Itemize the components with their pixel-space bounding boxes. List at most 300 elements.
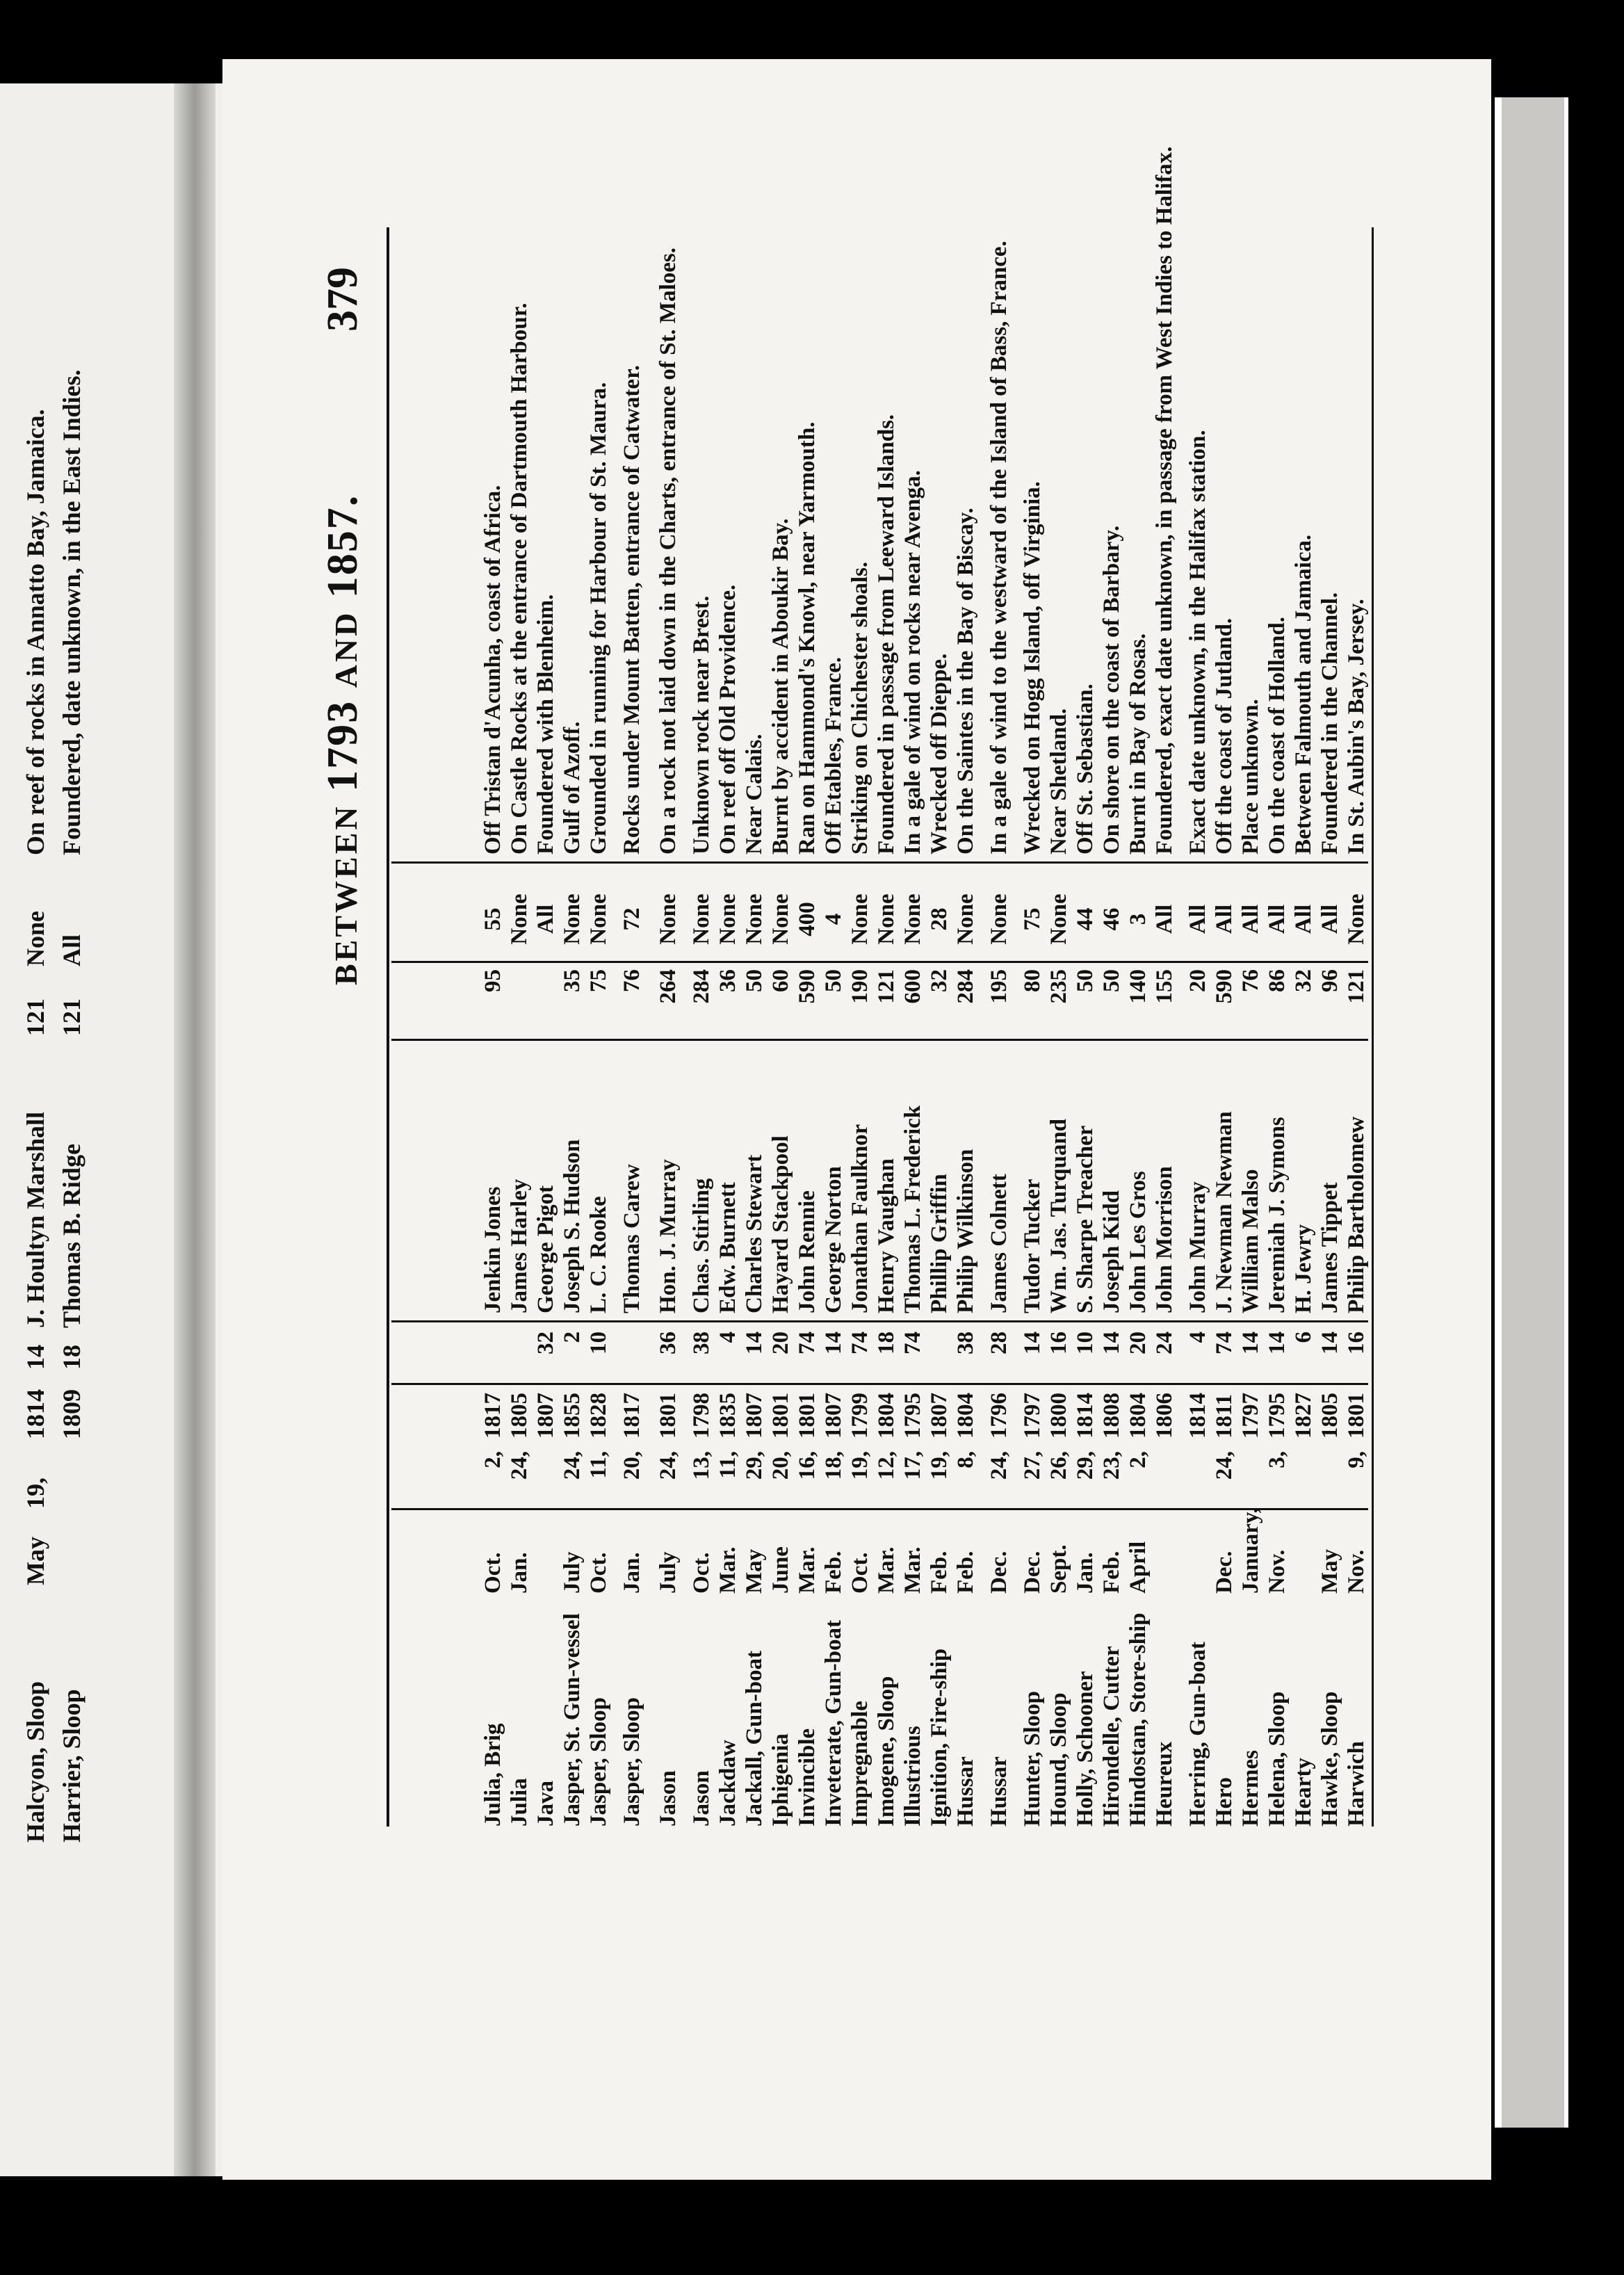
loss-day: 20,: [619, 1451, 644, 1480]
gun-count: 14: [1238, 1331, 1263, 1354]
ship-name: Hound, Sloop: [1046, 1692, 1071, 1827]
lives-lost: None: [586, 893, 611, 945]
commander-name: Jenkin Jones: [480, 1186, 505, 1313]
fate-description: Striking on Chichester shoals.: [847, 561, 872, 855]
loss-month: Mar.: [900, 1546, 925, 1594]
fate-description: On Castle Rocks at the entrance of Dartmouth Harbour.: [507, 302, 532, 855]
fate-description: Burnt in Bay of Rosas.: [1126, 633, 1151, 855]
loss-year: 1804: [953, 1393, 978, 1439]
page-edge: [1495, 97, 1568, 2128]
ship-name: Jasper, Sloop: [586, 1697, 611, 1827]
crew-count: 140: [1126, 969, 1151, 1004]
crew-count: 590: [795, 969, 820, 1004]
previous-page-rows: [0, 369, 132, 2037]
gun-count: 14: [1265, 1331, 1290, 1354]
lives-lost: None: [689, 893, 714, 945]
loss-day: 8,: [953, 1451, 978, 1468]
commander-name: John Rennie: [795, 1190, 820, 1313]
commander-name: Chas. Stirling: [689, 1178, 714, 1313]
ship-name: Hero: [1212, 1777, 1237, 1827]
fate-description: Gulf of Azoff.: [560, 721, 585, 855]
crew-count: 190: [847, 969, 872, 1004]
gun-count: 18: [58, 1345, 86, 1370]
gun-count: 2: [560, 1331, 585, 1343]
loss-month: Feb.: [927, 1551, 952, 1594]
table-bottom-rule: [1372, 227, 1374, 1827]
commander-name: Joseph Kidd: [1099, 1190, 1124, 1313]
ship-name: Julia: [507, 1778, 532, 1827]
gun-count: 16: [1344, 1331, 1369, 1354]
loss-month: July: [560, 1551, 585, 1594]
crew-count: 121: [22, 998, 49, 1036]
crew-count: 121: [58, 998, 86, 1036]
title-and: AND: [328, 610, 364, 688]
lives-lost: None: [560, 893, 585, 945]
loss-day: 24,: [507, 1451, 532, 1480]
loss-month: Dec.: [1020, 1551, 1045, 1594]
loss-month: June: [768, 1546, 793, 1594]
gun-count: 74: [1212, 1331, 1237, 1354]
loss-year: 1800: [1046, 1393, 1071, 1439]
loss-year: 1814: [1073, 1393, 1098, 1439]
loss-year: 1828: [586, 1393, 611, 1439]
commander-name: James Colnett: [986, 1174, 1012, 1313]
loss-month: May: [742, 1548, 767, 1594]
fate-description: Near Calais.: [742, 734, 767, 855]
ship-name: Hindostan, Store-ship: [1126, 1612, 1151, 1827]
loss-day: 11,: [586, 1451, 611, 1479]
gun-count: 24: [1152, 1331, 1177, 1354]
commander-name: John Morrison: [1152, 1166, 1177, 1313]
commander-name: L. C. Rooke: [586, 1196, 611, 1313]
fate-description: Off Etables, France.: [821, 656, 846, 855]
crew-count: 36: [715, 969, 740, 992]
fate-description: Foundered, date unknown, in the East Indies.: [58, 369, 86, 855]
loss-month: July: [656, 1551, 681, 1594]
loss-year: 1805: [1317, 1393, 1342, 1439]
column-rule-lost: [391, 961, 1368, 963]
ship-name: Iphigenia: [768, 1733, 793, 1827]
fate-description: Foundered in the Channel.: [1317, 592, 1342, 855]
crew-count: 50: [742, 969, 767, 992]
crew-count: 75: [586, 969, 611, 992]
loss-month: May: [1317, 1548, 1342, 1594]
lives-lost: 400: [795, 902, 820, 937]
gun-count: 28: [986, 1331, 1012, 1354]
commander-name: Joseph S. Hudson: [560, 1139, 585, 1313]
gun-count: 18: [874, 1331, 899, 1354]
loss-month: Jan.: [1073, 1552, 1098, 1594]
lives-lost: None: [742, 893, 767, 945]
lives-lost: None: [847, 893, 872, 945]
loss-day: 12,: [874, 1451, 899, 1480]
lives-lost: None: [1046, 893, 1071, 945]
ship-name: Halcyon, Sloop: [22, 1681, 49, 1843]
gun-count: 36: [656, 1331, 681, 1354]
ship-name: Harwich: [1344, 1741, 1369, 1827]
gun-count: 74: [900, 1331, 925, 1354]
crew-count: 155: [1152, 969, 1177, 1004]
crew-count: 50: [1073, 969, 1098, 992]
gun-count: 14: [821, 1331, 846, 1354]
loss-year: 1797: [1238, 1393, 1263, 1439]
loss-day: 24,: [1212, 1451, 1237, 1480]
crew-count: 235: [1046, 969, 1071, 1004]
loss-month: Feb.: [1099, 1551, 1124, 1594]
lives-lost: None: [900, 893, 925, 945]
lives-lost: All: [533, 904, 558, 934]
commander-name: John Les Gros: [1126, 1171, 1151, 1313]
loss-month: Sept.: [1046, 1544, 1071, 1594]
gun-count: 14: [742, 1331, 767, 1354]
commander-name: J. Houltyn Marshall: [22, 1111, 49, 1328]
lives-lost: 3: [1126, 913, 1151, 925]
crew-count: 76: [1238, 969, 1263, 992]
fate-description: Foundered with Blenheim.: [533, 594, 558, 855]
loss-year: 1808: [1099, 1393, 1124, 1439]
fate-description: On a rock not laid down in the Charts, entrance of St. Maloes.: [656, 248, 681, 855]
commander-name: Charles Stewart: [742, 1154, 767, 1313]
lives-lost: All: [58, 934, 86, 966]
lives-lost: None: [715, 893, 740, 945]
fate-description: Foundered, exact date unknown, in passage from West Indies to Halifax.: [1152, 146, 1177, 855]
column-rule-guns: [391, 1383, 1368, 1385]
book-page: [222, 59, 1491, 2180]
fate-description: Exact date unknown, in the Halifax station.: [1185, 430, 1210, 855]
crew-count: 32: [927, 969, 952, 992]
ship-name: Illustrious: [900, 1726, 925, 1827]
loss-year: 1817: [619, 1393, 644, 1439]
loss-day: 26,: [1046, 1451, 1071, 1480]
column-rule-dates: [391, 1508, 1368, 1510]
commander-name: H. Jewry: [1291, 1224, 1316, 1313]
loss-day: 27,: [1020, 1451, 1045, 1480]
lives-lost: None: [1344, 893, 1369, 945]
commander-name: George Pigot: [533, 1185, 558, 1313]
gun-count: 38: [953, 1331, 978, 1354]
ship-name: Jackdaw: [715, 1740, 740, 1827]
lives-lost: 55: [480, 907, 505, 931]
gun-count: 4: [1185, 1331, 1210, 1343]
gun-count: 14: [22, 1345, 49, 1370]
crew-count: 86: [1265, 969, 1290, 992]
loss-year: 1807: [927, 1393, 952, 1439]
lives-lost: All: [1238, 904, 1263, 934]
loss-day: 19,: [22, 1477, 49, 1509]
lives-lost: None: [986, 893, 1012, 945]
loss-year: 1804: [1126, 1393, 1151, 1439]
commander-name: S. Sharpe Treacher: [1073, 1125, 1098, 1313]
loss-day: 17,: [900, 1451, 925, 1480]
commander-name: Thomas L. Frederick: [900, 1105, 925, 1313]
loss-day: 2,: [1126, 1451, 1151, 1468]
loss-day: 9,: [1344, 1451, 1369, 1468]
loss-month: May: [22, 1537, 49, 1585]
column-rule-fate: [391, 861, 1368, 864]
loss-day: 2,: [480, 1451, 505, 1468]
ship-name: Inveterate, Gun-boat: [821, 1620, 846, 1827]
loss-day: 24,: [656, 1451, 681, 1480]
loss-day: 29,: [742, 1451, 767, 1480]
lives-lost: All: [1152, 904, 1177, 934]
ship-name: Invincible: [795, 1728, 820, 1827]
ship-name: Hawke, Sloop: [1317, 1691, 1342, 1827]
lives-lost: 28: [927, 907, 952, 931]
ship-name: Impregnable: [847, 1701, 872, 1827]
crew-count: 32: [1291, 969, 1316, 992]
commander-name: Thomas B. Ridge: [58, 1143, 86, 1328]
loss-year: 1801: [768, 1393, 793, 1439]
fate-description: On reef off Old Providence.: [715, 584, 740, 855]
ship-name: Jasper, Sloop: [619, 1697, 644, 1827]
loss-month: Mar.: [874, 1546, 899, 1594]
gun-count: 10: [586, 1331, 611, 1354]
crew-count: 96: [1317, 969, 1342, 992]
crew-count: 264: [656, 969, 681, 1004]
fate-description: On shore on the coast of Barbary.: [1099, 525, 1124, 855]
crew-count: 35: [560, 969, 585, 992]
loss-month: Feb.: [953, 1551, 978, 1594]
commander-name: Henry Vaughan: [874, 1158, 899, 1313]
gun-count: 20: [768, 1331, 793, 1354]
crew-count: 284: [953, 969, 978, 1004]
crew-count: 121: [1344, 969, 1369, 1004]
lives-lost: 72: [619, 907, 644, 931]
crew-count: 20: [1185, 969, 1210, 992]
loss-year: 1817: [480, 1393, 505, 1439]
gun-count: 14: [1317, 1331, 1342, 1354]
gun-count: 38: [689, 1331, 714, 1354]
fate-description: Off Tristan d'Acunha, coast of Africa.: [480, 485, 505, 855]
ship-name: Jason: [689, 1770, 714, 1827]
ship-name: Holly, Schooner: [1073, 1671, 1098, 1827]
loss-month: Oct.: [847, 1552, 872, 1594]
lives-lost: None: [874, 893, 899, 945]
ship-name: Hussar: [953, 1756, 978, 1827]
gun-count: 14: [1020, 1331, 1045, 1354]
loss-year: 1805: [507, 1393, 532, 1439]
loss-month: Oct.: [586, 1552, 611, 1594]
ship-name: Imogene, Sloop: [874, 1676, 899, 1827]
lives-lost: 75: [1020, 907, 1045, 931]
ship-name: Java: [533, 1781, 558, 1827]
loss-month: April: [1126, 1541, 1151, 1594]
fate-description: Grounded in running for Harbour of St. Maura.: [586, 382, 611, 855]
loss-year: 1814: [22, 1389, 49, 1439]
loss-day: 19,: [927, 1451, 952, 1480]
table-top-rule: [387, 227, 389, 1827]
loss-year: 1835: [715, 1393, 740, 1439]
page-title: [318, 494, 368, 985]
fate-description: On the coast of Holland.: [1265, 617, 1290, 855]
gun-count: 4: [715, 1331, 740, 1343]
column-rule-crew: [391, 1039, 1368, 1041]
ship-name: Heureux: [1152, 1741, 1177, 1827]
page-number: 379: [319, 267, 366, 332]
lives-lost: None: [507, 893, 532, 945]
fate-description: Rocks under Mount Batten, entrance of Catwater.: [619, 365, 644, 855]
lives-lost: 44: [1073, 907, 1098, 931]
fate-description: In a gale of wind to the westward of the Island of Bass, France.: [986, 241, 1012, 855]
loss-month: Mar.: [795, 1546, 820, 1594]
loss-day: 16,: [795, 1451, 820, 1480]
ship-name: Hirondelle, Cutter: [1099, 1646, 1124, 1827]
fate-description: Wrecked on Hogg Island, off Virginia.: [1020, 481, 1045, 855]
lives-lost: All: [1291, 904, 1316, 934]
gun-count: 32: [533, 1331, 558, 1354]
lives-lost: None: [22, 911, 49, 966]
ship-name: Hunter, Sloop: [1020, 1690, 1045, 1827]
crew-count: 60: [768, 969, 793, 992]
loss-year: 1795: [1265, 1393, 1290, 1439]
loss-day: 23,: [1099, 1451, 1124, 1480]
loss-year: 1811: [1212, 1393, 1237, 1439]
loss-year: 1801: [795, 1393, 820, 1439]
loss-month: Feb.: [821, 1551, 846, 1594]
fate-description: Unknown rock near Brest.: [689, 595, 714, 855]
fate-description: In a gale of wind on rocks near Avenga.: [900, 470, 925, 855]
loss-year: 1809: [58, 1389, 86, 1439]
loss-month: Mar.: [715, 1546, 740, 1594]
gun-count: 14: [1099, 1331, 1124, 1354]
ship-name: Hussar: [986, 1756, 1012, 1827]
loss-month: Jan.: [507, 1552, 532, 1594]
crew-count: 195: [986, 969, 1012, 1004]
ship-name: Harrier, Sloop: [58, 1689, 86, 1843]
lives-lost: All: [1212, 904, 1237, 934]
ship-name: Ignition, Fire-ship: [927, 1648, 952, 1827]
crew-count: 95: [480, 969, 505, 992]
commander-name: John Murray: [1185, 1181, 1210, 1313]
commander-name: J. Newman Newman: [1212, 1111, 1237, 1313]
ship-name: Hearty: [1291, 1758, 1316, 1827]
loss-day: 11,: [715, 1451, 740, 1479]
loss-month: Dec.: [1212, 1551, 1237, 1594]
gun-count: 10: [1073, 1331, 1098, 1354]
loss-year: 1798: [689, 1393, 714, 1439]
fate-description: Near Shetland.: [1046, 708, 1071, 855]
crew-count: 121: [874, 969, 899, 1004]
crew-count: 76: [619, 969, 644, 992]
loss-year: 1807: [821, 1393, 846, 1439]
fate-description: Burnt by accident in Aboukir Bay.: [768, 518, 793, 855]
lives-lost: None: [656, 893, 681, 945]
fate-description: In St. Aubin's Bay, Jersey.: [1344, 599, 1369, 855]
commander-name: James Harley: [507, 1179, 532, 1313]
commander-name: Wm. Jas. Turquand: [1046, 1118, 1071, 1313]
lives-lost: None: [768, 893, 793, 945]
gun-count: 16: [1046, 1331, 1071, 1354]
loss-year: 1855: [560, 1393, 585, 1439]
loss-month: Nov.: [1265, 1549, 1290, 1594]
loss-year: 1801: [1344, 1393, 1369, 1439]
commander-name: Thomas Carew: [619, 1164, 644, 1313]
loss-month: January,: [1238, 1507, 1263, 1594]
commander-name: William Malso: [1238, 1169, 1263, 1313]
fate-description: Wrecked off Dieppe.: [927, 653, 952, 855]
loss-day: 24,: [986, 1451, 1012, 1480]
loss-year: 1827: [1291, 1393, 1316, 1439]
commander-name: Jonathan Faulknor: [847, 1124, 872, 1313]
rotated-content: [222, 59, 1472, 2014]
book-spine: [174, 83, 216, 2176]
gun-count: 74: [795, 1331, 820, 1354]
ship-name: Julia, Brig: [480, 1723, 505, 1827]
ship-name: Jasper, St. Gun-vessel: [560, 1613, 585, 1827]
loss-day: 20,: [768, 1451, 793, 1480]
loss-year: 1801: [656, 1393, 681, 1439]
loss-day: 3,: [1265, 1451, 1290, 1468]
loss-day: 19,: [847, 1451, 872, 1480]
loss-year: 1806: [1152, 1393, 1177, 1439]
commander-name: Tudor Tucker: [1020, 1179, 1045, 1313]
gun-count: 74: [847, 1331, 872, 1354]
title-between: BETWEEN: [328, 804, 364, 985]
fate-description: On reef of rocks in Annatto Bay, Jamaica.: [22, 409, 49, 855]
lives-lost: 4: [821, 913, 846, 925]
lives-lost: All: [1265, 904, 1290, 934]
ship-name: Helena, Sloop: [1265, 1691, 1290, 1827]
ship-name: Jason: [656, 1770, 681, 1827]
crew-count: 80: [1020, 969, 1045, 992]
loss-year: 1814: [1185, 1393, 1210, 1439]
loss-day: 18,: [821, 1451, 846, 1480]
fate-description: Ran on Hammond's Knowl, near Yarmouth.: [795, 421, 820, 855]
commander-name: George Norton: [821, 1166, 846, 1313]
lives-lost: All: [1185, 904, 1210, 934]
commander-name: Philip Wilkinson: [953, 1149, 978, 1313]
title-year-end: 1857.: [319, 494, 366, 599]
fate-description: Off St. Sebastian.: [1073, 683, 1098, 855]
loss-day: 24,: [560, 1451, 585, 1480]
loss-year: 1797: [1020, 1393, 1045, 1439]
loss-month: Dec.: [986, 1551, 1012, 1594]
fate-description: On the Saintes in the Bay of Biscay.: [953, 508, 978, 855]
lives-lost: 46: [1099, 907, 1124, 931]
loss-year: 1807: [742, 1393, 767, 1439]
commander-name: Philip Bartholomew: [1344, 1116, 1369, 1313]
fate-description: Place unknown.: [1238, 699, 1263, 855]
loss-year: 1804: [874, 1393, 899, 1439]
crew-count: 600: [900, 969, 925, 1004]
commander-name: Hayard Stackpool: [768, 1135, 793, 1313]
title-year-start: 1793: [319, 699, 366, 792]
commander-name: Hon. J. Murray: [656, 1159, 681, 1313]
commander-name: Phillip Griffin: [927, 1174, 952, 1313]
lives-lost: All: [1317, 904, 1342, 934]
lives-lost: None: [953, 893, 978, 945]
column-rule-commander: [391, 1320, 1368, 1322]
gun-count: 20: [1126, 1331, 1151, 1354]
crew-count: 50: [1099, 969, 1124, 992]
loss-month: Jan.: [619, 1552, 644, 1594]
crew-count: 50: [821, 969, 846, 992]
loss-month: Oct.: [689, 1552, 714, 1594]
loss-month: Oct.: [480, 1552, 505, 1594]
commander-name: Edw. Burnett: [715, 1182, 740, 1313]
commander-name: Jeremiah J. Symons: [1265, 1117, 1290, 1313]
gun-count: 6: [1291, 1331, 1316, 1343]
loss-year: 1795: [900, 1393, 925, 1439]
loss-day: 29,: [1073, 1451, 1098, 1480]
fate-description: Foundered in passage from Leeward Islands.: [874, 414, 899, 855]
ship-name: Hermes: [1238, 1750, 1263, 1827]
fate-description: Off the coast of Jutland.: [1212, 617, 1237, 855]
crew-count: 590: [1212, 969, 1237, 1004]
loss-month: Nov.: [1344, 1549, 1369, 1594]
crew-count: 284: [689, 969, 714, 1004]
loss-year: 1799: [847, 1393, 872, 1439]
